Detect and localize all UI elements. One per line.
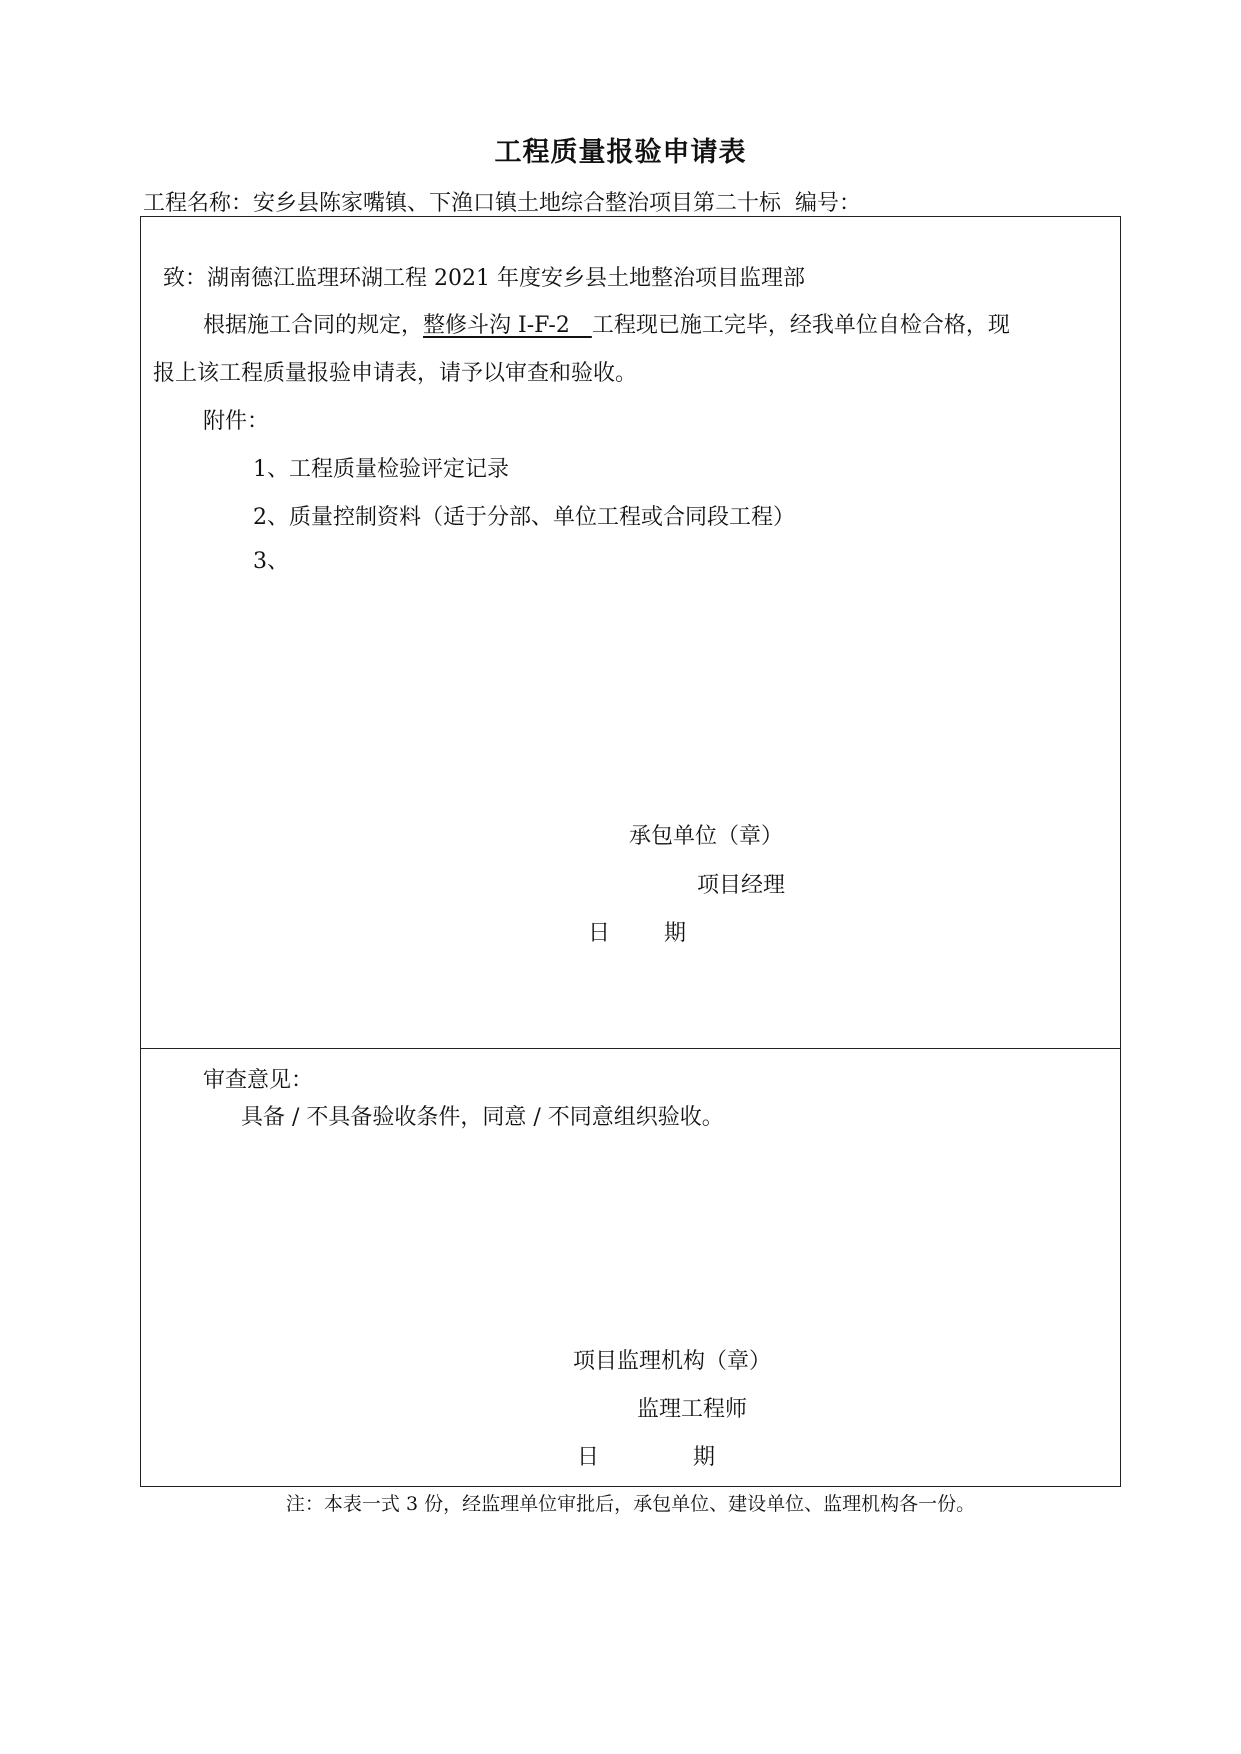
attachment-item: 1、工程质量检验评定记录 [253,457,509,482]
contractor-seal-label: 承包单位（章） [629,824,784,849]
attachment-item: 2、质量控制资料（适于分部、单位工程或合同段工程） [253,505,795,530]
form-table [140,216,1121,1487]
review-date-label: 日 期 [577,1445,716,1470]
body-suffix: 工程现已施工完毕，经我单位自检合格，现 [591,313,1010,338]
attachments-label: 附件： [203,409,270,434]
application-body-line-2: 报上该工程质量报验申请表，请予以审查和验收。 [153,361,638,386]
application-body-line-1 [203,308,1010,339]
supervisor-seal-label: 项目监理机构（章） [573,1349,772,1374]
review-opinion: 具备 / 不具备验收条件，同意 / 不同意组织验收。 [241,1105,724,1130]
work-item-field: 整修斗沟 I-F-2 [423,313,592,338]
recipient-line: 致：湖南德江监理环湖工程 2021 年度安乡县土地整治项目监理部 [163,266,805,291]
project-name-label: 工程名称： [143,191,254,216]
form-title: 工程质量报验申请表 [494,137,747,168]
project-name-value: 安乡县陈家嘴镇、下渔口镇土地综合整治项目第二十标 [253,191,782,216]
attachment-item: 3、 [253,549,289,574]
review-label: 审查意见： [203,1068,314,1093]
project-manager-label: 项目经理 [697,873,786,898]
application-date-label: 日 期 [588,921,687,946]
body-prefix: 根据施工合同的规定， [203,313,424,338]
footer-note: 注：本表一式 3 份，经监理单位审批后，承包单位、建设单位、监理机构各一份。 [285,1493,976,1515]
section-divider [141,1048,1120,1049]
project-header [143,186,861,217]
supervising-engineer-label: 监理工程师 [637,1397,748,1422]
serial-number-label: 编号： [795,191,862,216]
